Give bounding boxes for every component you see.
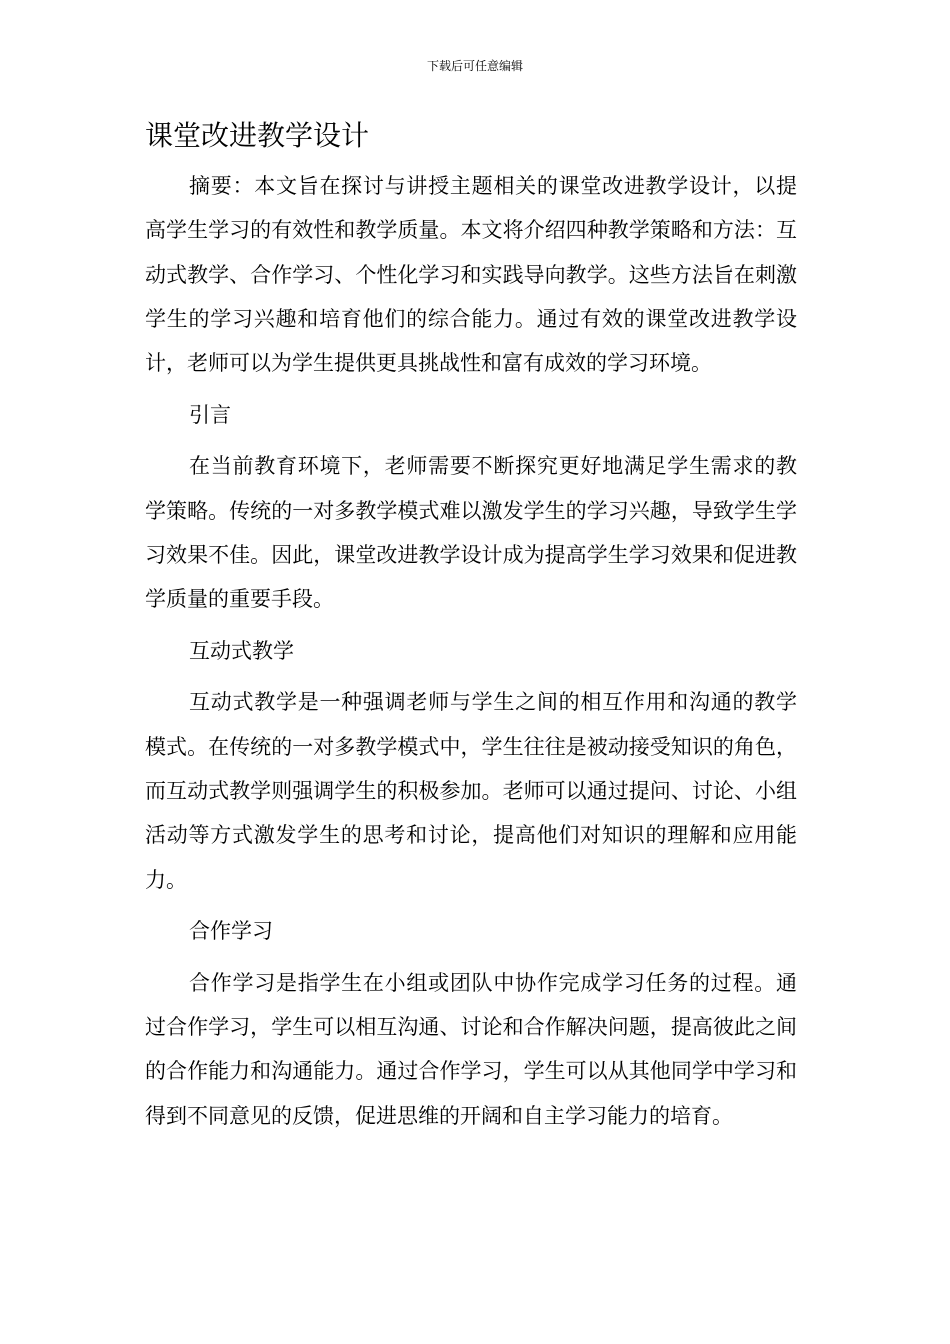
section-heading-cooperative-learning: 合作学习 [189,919,273,944]
section-text-cooperative-learning: 合作学习是指学生在小组或团队中协作完成学习任务的过程。通过合作学习，学生可以相互沟通、讨论和合作解决问题，提高彼此之间的合作能力和沟通能力。通过合作学习，学生可以从其他同学中学习和得到不同意见的反馈，促进思维的开阔和自主学习能力的培育。 [145,970,797,1128]
section-text-introduction: 在当前教育环境下，老师需要不断探究更好地满足学生需求的教学策略。传统的一对多教学模式难以激发学生的学习兴趣，导致学生学习效果不佳。因此，课堂改进教学设计成为提高学生学习效果和促进教学质量的重要手段。 [145,454,797,612]
abstract-paragraph: 摘要：本文旨在探讨与讲授主题相关的课堂改进教学设计，以提高学生学习的有效性和教学质量。本文将介绍四种教学策略和方法：互动式教学、合作学习、个性化学习和实践导向教学。这些方法旨在刺激学生的学习兴趣和培育他们的综合能力。通过有效的课堂改进教学设计，老师可以为学生提供更具挑战性和富有成效的学习环境。 [145,174,797,376]
header-note: 下载后可任意编辑 [426,59,523,73]
section-text-interactive-teaching: 互动式教学是一种强调老师与学生之间的相互作用和沟通的教学模式。在传统的一对多教学模式中，学生往往是被动接受知识的角色，而互动式教学则强调学生的积极参加。老师可以通过提问、讨论、小组活动等方式激发学生的思考和讨论，提高他们对知识的理解和应用能力。 [145,690,797,892]
section-heading-interactive-teaching: 互动式教学 [189,638,294,663]
document-title: 课堂改进教学设计 [145,119,370,152]
section-heading-introduction: 引言 [189,402,231,427]
document-body [145,164,797,1145]
